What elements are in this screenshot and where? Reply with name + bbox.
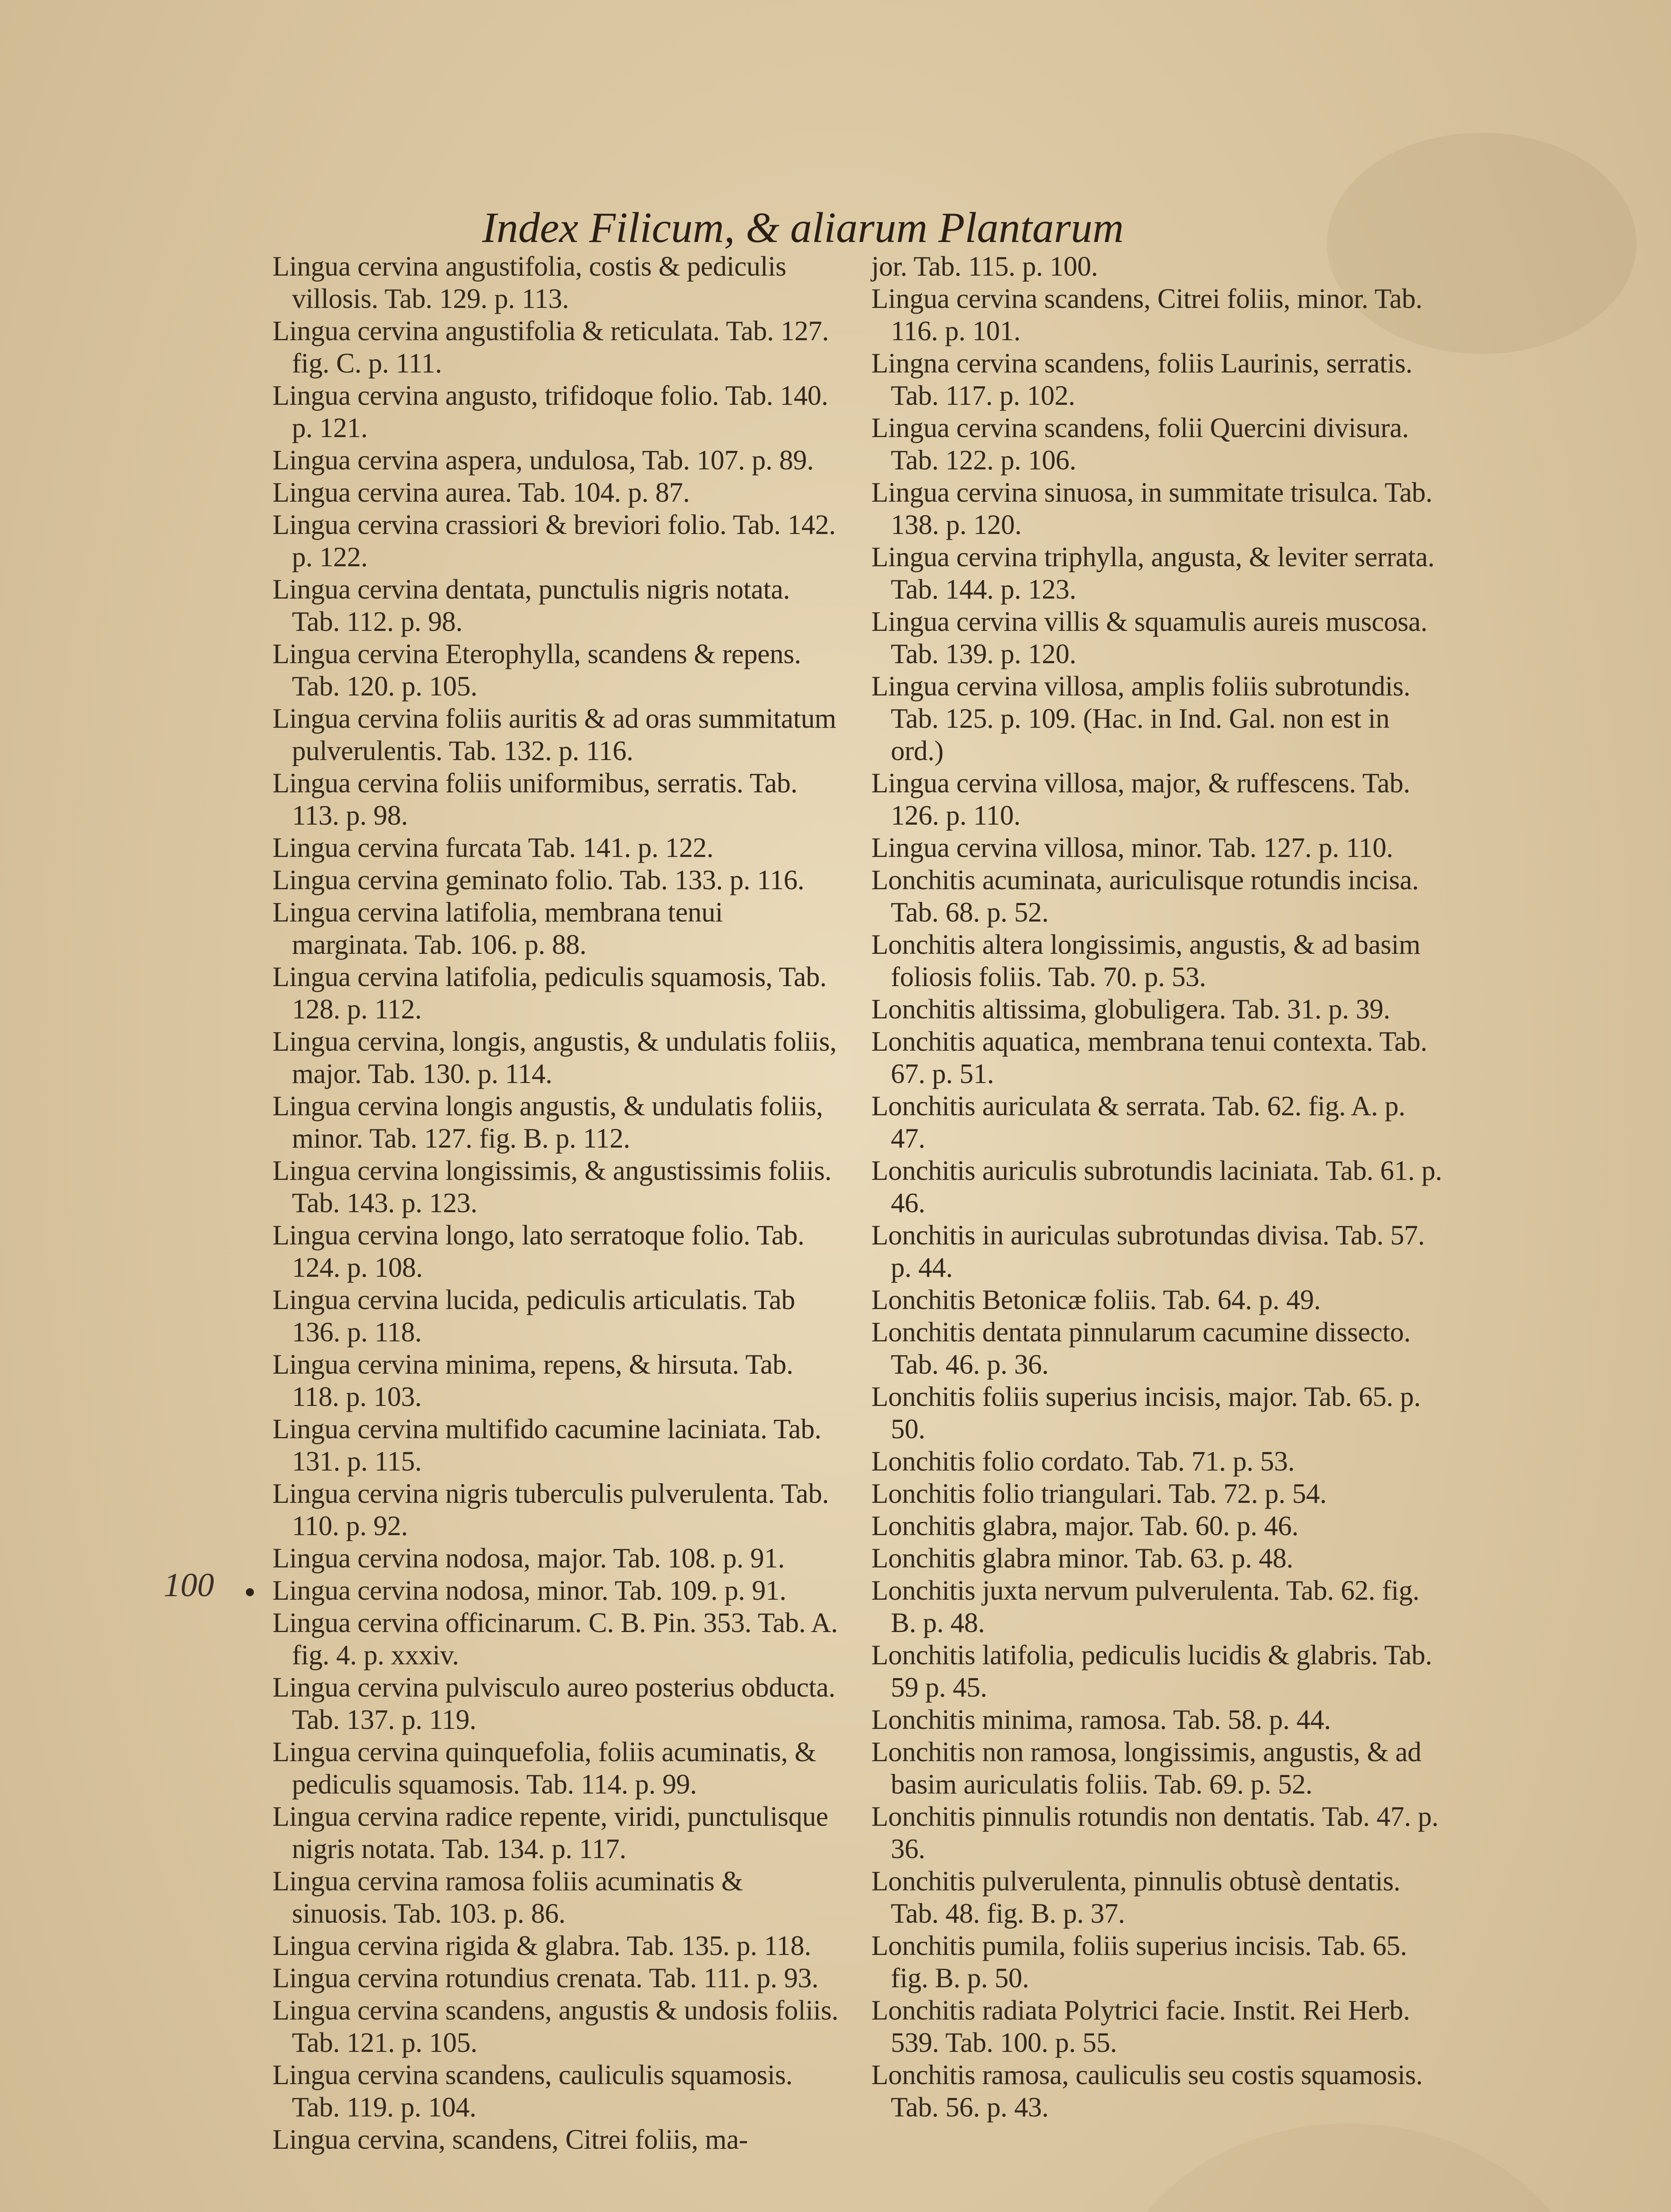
index-entry: Lingua cervina Eterophylla, scandens & repens. Tab. 120. p. 105. (272, 638, 801, 702)
index-entry: Lonchitis altera longissimis, angustis, & ad basim foliosis foliis. Tab. 70. p. 53. (871, 929, 1421, 992)
page-title: Index Filicum, & aliarum Plantarum (482, 204, 1124, 252)
index-entry: Lingua cervina, scandens, Citrei foliis, ma- (272, 2124, 748, 2155)
index-entry: Lingua cervina triphylla, angusta, & leviter serrata. Tab. 144. p. 123. (871, 541, 1435, 605)
index-entry: Lingua cervina crassiori & breviori folio. Tab. 142. p. 122. (272, 509, 836, 572)
margin-note: 100 (164, 1567, 214, 1604)
index-entry: Lonchitis non ramosa, longissimis, angustis, & ad basim auriculatis foliis. Tab. 69. p. 52. (871, 1736, 1422, 1800)
index-entry: Lonchitis pulverulenta, pinnulis obtusè dentatis. Tab. 48. fig. B. p. 37. (871, 1866, 1401, 1929)
index-entry: Lingua cervina foliis auritis & ad oras summitatum pulverulentis. Tab. 132. p. 116. (272, 703, 836, 766)
index-entry: Lingua cervina nodosa, minor. Tab. 109. p. 91. (272, 1575, 786, 1606)
index-entry: Lonchitis minima, ramosa. Tab. 58. p. 44. (871, 1704, 1331, 1735)
index-entry: Lingua cervina nodosa, major. Tab. 108. p. 91. (272, 1543, 785, 1574)
index-column-left (272, 250, 843, 2156)
index-entry: Lonchitis glabra minor. Tab. 63. p. 48. (871, 1543, 1293, 1574)
index-entry: Lonchitis ramosa, cauliculis seu costis squamosis. Tab. 56. p. 43. (871, 2059, 1423, 2123)
index-entry: Lingua cervina pulvisculo aureo posterius obducta. Tab. 137. p. 119. (272, 1672, 836, 1735)
index-entry: Lingua cervina officinarum. C. B. Pin. 353. Tab. A. fig. 4. p. xxxiv. (272, 1607, 838, 1671)
index-entry: Lingua cervina dentata, punctulis nigris notata. Tab. 112. p. 98. (272, 574, 790, 637)
index-entry: Lonchitis dentata pinnularum cacumine dissecto. Tab. 46. p. 36. (871, 1317, 1411, 1380)
index-entry: Lonchitis foliis superius incisis, major. Tab. 65. p. 50. (871, 1381, 1421, 1444)
index-entry: Lingua cervina angustifolia & reticulata. Tab. 127. fig. C. p. 111. (272, 315, 829, 379)
index-entry: Lingua cervina ramosa foliis acuminatis & sinuosis. Tab. 103. p. 86. (272, 1866, 743, 1929)
index-entry: Lonchitis auriculis subrotundis laciniata. Tab. 61. p. 46. (871, 1155, 1442, 1218)
index-entry: Lingua cervina rotundius crenata. Tab. 111. p. 93. (272, 1962, 819, 1993)
index-entry: Lingua cervina aspera, undulosa, Tab. 107. p. 89. (272, 445, 814, 476)
index-entry: Lingua cervina scandens, angustis & undosis foliis. Tab. 121. p. 105. (272, 1995, 839, 2058)
index-entry: Lingua cervina rigida & glabra. Tab. 135. p. 118. (272, 1930, 811, 1961)
index-entry: Lingua cervina, longis, angustis, & undulatis foliis, major. Tab. 130. p. 114. (272, 1026, 837, 1089)
index-entry: Lingua cervina aurea. Tab. 104. p. 87. (272, 477, 690, 508)
index-entry: Lonchitis acuminata, auriculisque rotundis incisa. Tab. 68. p. 52. (871, 864, 1419, 928)
index-entry: Lonchitis in auriculas subrotundas divisa. Tab. 57. p. 44. (871, 1220, 1425, 1283)
index-entry: jor. Tab. 115. p. 100. (871, 251, 1098, 282)
index-entry: Lonchitis aquatica, membrana tenui contexta. Tab. 67. p. 51. (871, 1026, 1427, 1089)
index-entry: Lingua cervina geminato folio. Tab. 133. p. 116. (272, 864, 805, 895)
index-entry: Lonchitis radiata Polytrici facie. Instit. Rei Herb. 539. Tab. 100. p. 55. (871, 1995, 1410, 2058)
index-entry: Lingua cervina villosa, major, & ruffescens. Tab. 126. p. 110. (871, 768, 1410, 831)
index-entry: Lonchitis Betonicæ foliis. Tab. 64. p. 49. (871, 1284, 1321, 1315)
index-column-right (871, 250, 1446, 2124)
margin-dot (246, 1588, 254, 1596)
index-entry: Lingua cervina radice repente, viridi, punctulisque nigris notata. Tab. 134. p. 117. (272, 1801, 828, 1864)
index-entry: Lingua cervina villosa, minor. Tab. 127. p. 110. (871, 832, 1393, 863)
index-entry: Lingua cervina latifolia, pediculis squamosis, Tab. 128. p. 112. (272, 961, 827, 1025)
index-entry: Lonchitis pumila, foliis superius incisis. Tab. 65. fig. B. p. 50. (871, 1930, 1407, 1993)
index-entry: Lingua cervina quinquefolia, foliis acuminatis, & pediculis squamosis. Tab. 114. p. 99. (272, 1736, 816, 1800)
index-entry: Lingua cervina villis & squamulis aureis muscosa. Tab. 139. p. 120. (871, 606, 1428, 669)
index-entry: Lingua cervina sinuosa, in summitate trisulca. Tab. 138. p. 120. (871, 477, 1433, 540)
index-entry: Lonchitis folio triangulari. Tab. 72. p. 54. (871, 1478, 1327, 1509)
index-entry: Lingua cervina longo, lato serratoque folio. Tab. 124. p. 108. (272, 1220, 805, 1283)
index-entry: Lingua cervina longissimis, & angustissimis foliis. Tab. 143. p. 123. (272, 1155, 832, 1218)
index-entry: Lingua cervina scandens, Citrei foliis, minor. Tab. 116. p. 101. (871, 283, 1422, 346)
index-entry: Lingua cervina angustifolia, costis & pediculis villosis. Tab. 129. p. 113. (272, 251, 786, 314)
index-entry: Lonchitis latifolia, pediculis lucidis & glabris. Tab. 59 p. 45. (871, 1640, 1432, 1703)
index-entry: Lingua cervina scandens, folii Quercini divisura. Tab. 122. p. 106. (871, 412, 1409, 476)
index-entry: Lingua cervina nigris tuberculis pulverulenta. Tab. 110. p. 92. (272, 1478, 829, 1541)
index-entry: Lonchitis folio cordato. Tab. 71. p. 53. (871, 1446, 1295, 1477)
index-entry: Lonchitis glabra, major. Tab. 60. p. 46. (871, 1510, 1299, 1541)
index-entry: Lingua cervina villosa, amplis foliis subrotundis. Tab. 125. p. 109. (Hac. in Ind. Gal. non est in ord.) (871, 671, 1410, 766)
index-entry: Lingua cervina foliis uniformibus, serratis. Tab. 113. p. 98. (272, 768, 797, 831)
index-entry: Lonchitis juxta nervum pulverulenta. Tab. 62. fig. B. p. 48. (871, 1575, 1420, 1638)
index-entry: Lonchitis altissima, globuligera. Tab. 31. p. 39. (871, 994, 1391, 1025)
index-entry: Lingua cervina furcata Tab. 141. p. 122. (272, 832, 714, 863)
index-entry: Lingna cervina scandens, foliis Laurinis, serratis. Tab. 117. p. 102. (871, 348, 1413, 411)
index-entry: Lonchitis auriculata & serrata. Tab. 62. fig. A. p. 47. (871, 1091, 1406, 1154)
index-entry: Lingua cervina scandens, cauliculis squamosis. Tab. 119. p. 104. (272, 2059, 793, 2123)
index-entry: Lingua cervina multifido cacumine laciniata. Tab. 131. p. 115. (272, 1413, 821, 1477)
index-entry: Lingua cervina angusto, trifidoque folio. Tab. 140. p. 121. (272, 380, 828, 443)
index-entry: Lingua cervina lucida, pediculis articulatis. Tab 136. p. 118. (272, 1284, 795, 1348)
index-entry: Lingua cervina minima, repens, & hirsuta. Tab. 118. p. 103. (272, 1349, 793, 1412)
index-entry: Lingua cervina longis angustis, & undulatis foliis, minor. Tab. 127. fig. B. p. 112. (272, 1091, 823, 1154)
index-entry: Lingua cervina latifolia, membrana tenui marginata. Tab. 106. p. 88. (272, 897, 723, 960)
index-entry: Lonchitis pinnulis rotundis non dentatis. Tab. 47. p. 36. (871, 1801, 1439, 1864)
